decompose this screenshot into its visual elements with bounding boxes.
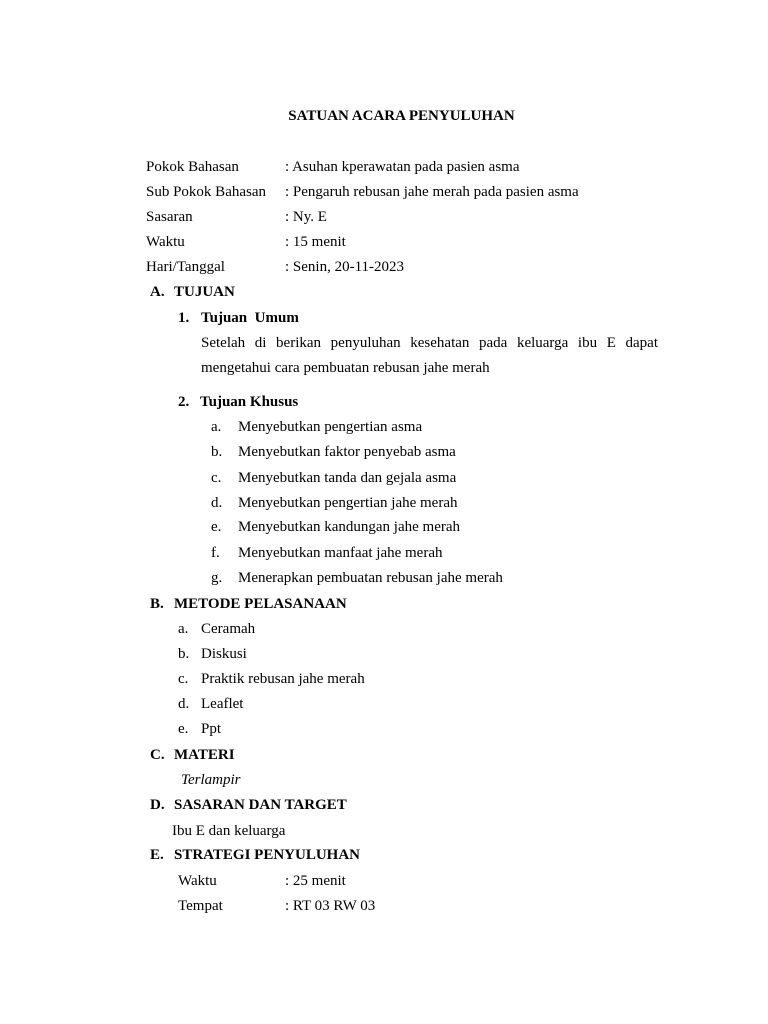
strategy-value: : 25 menit <box>285 873 346 889</box>
list-item: Praktik rebusan jahe merah <box>201 671 365 687</box>
list-item-letter: a. <box>211 419 222 435</box>
list-item: Diskusi <box>201 646 247 662</box>
info-label: Waktu <box>146 234 185 250</box>
strategy-label: Tempat <box>178 898 223 914</box>
list-item-letter: c. <box>211 470 222 486</box>
list-item: Menyebutkan tanda dan gejala asma <box>238 470 457 486</box>
paragraph-line: Setelah di berikan penyuluhan kesehatan pada keluarga ibu E dapat <box>201 335 658 351</box>
section-letter: E. <box>150 847 164 863</box>
list-item: Menerapkan pembuatan rebusan jahe merah <box>238 570 503 586</box>
section-heading: STRATEGI PENYULUHAN <box>174 847 360 863</box>
list-item-letter: d. <box>211 495 223 511</box>
strategy-value: : RT 03 RW 03 <box>285 898 376 914</box>
materi-note: Terlampir <box>181 772 241 788</box>
subsection-number: 2. <box>178 394 190 410</box>
section-heading: SASARAN DAN TARGET <box>174 797 347 813</box>
section-heading: MATERI <box>174 747 235 763</box>
list-item: Menyebutkan pengertian jahe merah <box>238 495 458 511</box>
info-label: Pokok Bahasan <box>146 159 239 175</box>
list-item-letter: c. <box>178 671 189 687</box>
subsection-number: 1. <box>178 310 190 326</box>
paragraph-line: mengetahui cara pembuatan rebusan jahe merah <box>201 360 490 376</box>
list-item: Ppt <box>201 721 222 737</box>
info-label: Sub Pokok Bahasan <box>146 184 266 200</box>
info-value: : Asuhan kperawatan pada pasien asma <box>285 159 520 175</box>
list-item-letter: e. <box>178 721 189 737</box>
section-letter: C. <box>150 747 165 763</box>
section-letter: A. <box>150 284 165 300</box>
list-item-letter: g. <box>211 570 223 586</box>
list-item-letter: a. <box>178 621 189 637</box>
list-item: Leaflet <box>201 696 244 712</box>
strategy-label: Waktu <box>178 873 217 889</box>
info-label: Hari/Tanggal <box>146 259 225 275</box>
list-item-letter: d. <box>178 696 190 712</box>
info-value: : 15 menit <box>285 234 346 250</box>
subsection-heading: Tujuan Khusus <box>200 394 299 410</box>
list-item: Menyebutkan kandungan jahe merah <box>238 519 461 535</box>
target-text: Ibu E dan keluarga <box>172 823 286 839</box>
info-value: : Ny. E <box>285 209 327 225</box>
info-label: Sasaran <box>146 209 193 225</box>
list-item: Menyebutkan pengertian asma <box>238 419 423 435</box>
section-heading: TUJUAN <box>174 284 235 300</box>
section-letter: D. <box>150 797 165 813</box>
info-value: : Senin, 20-11-2023 <box>285 259 405 275</box>
section-letter: B. <box>150 596 164 612</box>
list-item-letter: e. <box>211 519 222 535</box>
page-title: SATUAN ACARA PENYULUHAN <box>288 108 515 124</box>
list-item: Menyebutkan manfaat jahe merah <box>238 545 443 561</box>
section-heading: METODE PELASANAAN <box>174 596 347 612</box>
subsection-heading: Tujuan Umum <box>201 310 299 326</box>
list-item-letter: f. <box>211 545 220 561</box>
info-value: : Pengaruh rebusan jahe merah pada pasien asma <box>285 184 579 200</box>
list-item-letter: b. <box>178 646 190 662</box>
list-item: Menyebutkan faktor penyebab asma <box>238 444 456 460</box>
list-item: Ceramah <box>201 621 256 637</box>
list-item-letter: b. <box>211 444 223 460</box>
